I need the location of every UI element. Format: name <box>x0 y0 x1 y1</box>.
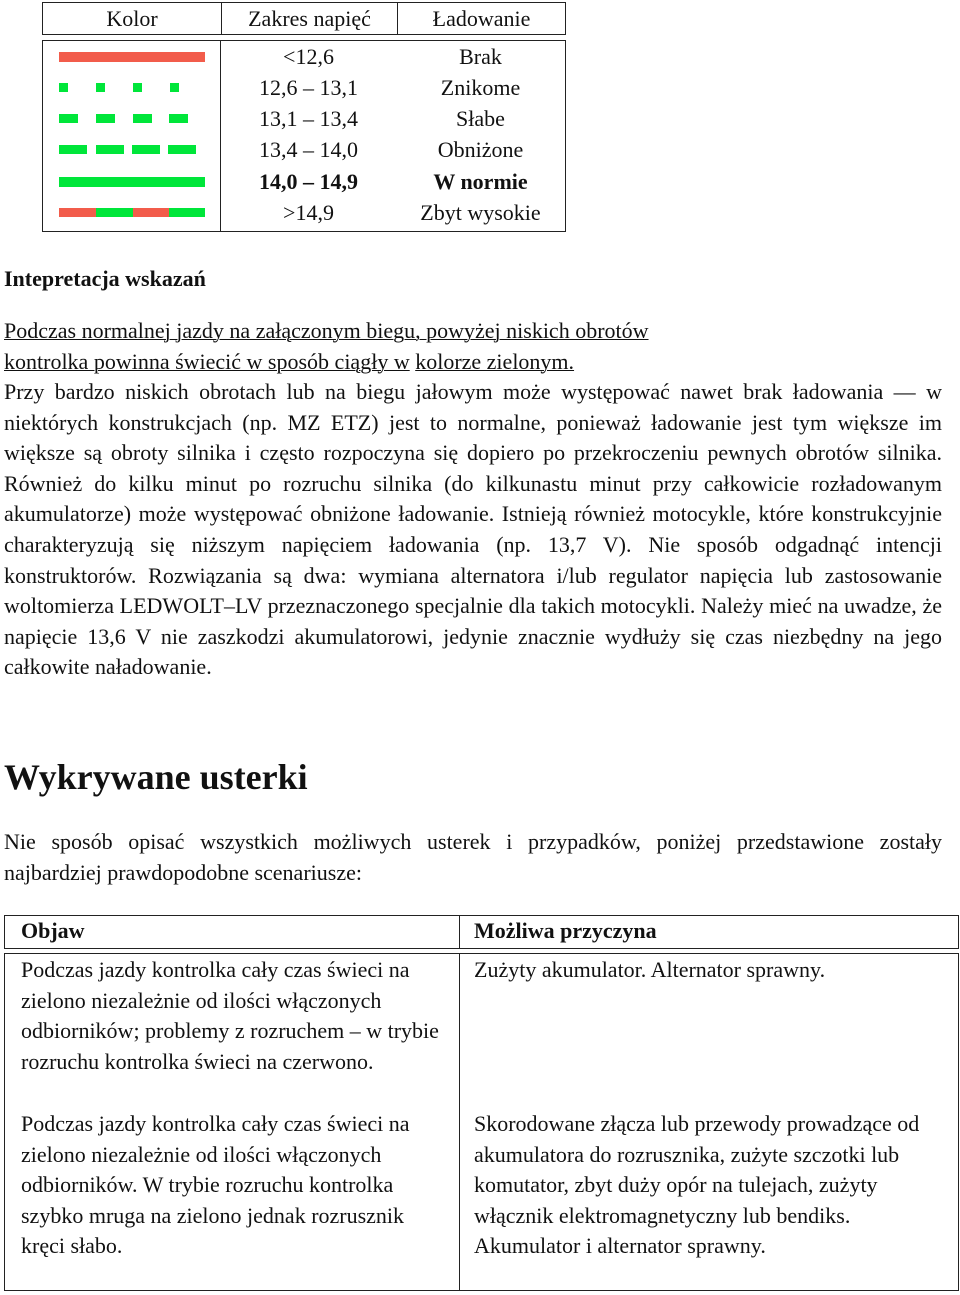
cause-cell: Skorodowane złącza lub przewody prowadzące od akumulatora do rozrusznika, zużyte szczotki lub komutator, zbyt duży opór na tulejach, zużyty włącznik elektromagnetyczny lub bendiks. Akumulator i alternator sprawny. <box>474 1111 920 1259</box>
table-row <box>43 72 565 103</box>
faults-table <box>4 953 959 1291</box>
table-row <box>43 41 565 72</box>
voltage-table <box>42 40 566 232</box>
table-row <box>43 134 565 165</box>
header-symptom: Objaw <box>21 918 85 943</box>
faults-table-header <box>4 915 959 949</box>
symptom-cell: Podczas jazdy kontrolka cały czas świeci na zielono niezależnie od ilości włączonych odbiorników. W trybie rozruchu kontrolka szybko mruga na zielono jednak rozrusznik kręci słabo. <box>21 1111 410 1259</box>
charge-value: Zbyt wysokie <box>420 199 541 225</box>
cause-cell: Zużyty akumulator. Alternator sprawny. <box>474 957 826 982</box>
symptom-cell: Podczas jazdy kontrolka cały czas świeci na zielono niezależnie od ilości włączonych odbiorników; problemy z rozruchem – w trybie rozruchu kontrolka świeci na czerwono. <box>21 957 439 1074</box>
section-subheading: Intepretacja wskazań <box>4 266 206 291</box>
table-row <box>43 197 565 228</box>
range-value: 13,1 – 13,4 <box>259 105 358 131</box>
charge-value: Słabe <box>456 105 505 131</box>
charge-value: Obniżone <box>437 136 524 162</box>
range-value: <12,6 <box>283 43 334 69</box>
solid-red-indicator-icon <box>59 52 205 62</box>
header-charge: Ładowanie <box>432 5 531 31</box>
range-value: 13,4 – 14,0 <box>259 136 358 162</box>
range-value: 12,6 – 13,1 <box>259 74 358 100</box>
green-light-note <box>4 316 942 377</box>
table-row <box>43 166 565 197</box>
green-color-link[interactable]: kolorze zielonym. <box>415 348 575 374</box>
header-color: Kolor <box>43 3 222 34</box>
page-heading: Wykrywane usterki <box>4 757 308 797</box>
charge-value: Znikome <box>440 74 521 100</box>
faults-intro: Nie sposób opisać wszystkich możliwych usterek i przypadków, poniżej przedstawione zostały najbardziej prawdopodobne scenariusze: <box>4 829 942 885</box>
charge-value: W normie <box>433 168 528 194</box>
header-cause: Możliwa przyczyna <box>474 918 657 943</box>
table-row <box>43 103 565 134</box>
solid-green-indicator-icon <box>59 177 205 187</box>
range-value: >14,9 <box>283 199 334 225</box>
intro-link-line-2[interactable]: kontrolka powinna świecić w sposób ciągły w <box>4 348 410 374</box>
charge-value: Brak <box>459 43 502 69</box>
range-value: 14,0 – 14,9 <box>259 168 358 194</box>
header-range: Zakres napięć <box>222 3 398 34</box>
interpretation-paragraph: Przy bardzo niskich obrotach lub na biegu jałowym może występować nawet brak ładowania — w niektórych konstrukcjach (np. MZ ETZ) jest to normalne, ponieważ ładowanie jest tym większe im większe są obroty silnika i często rozpoczyna się dopiero po przekroczeniu pewnych obrotów silnika. Również do kilku minut po rozruchu silnika (do kilkunastu minut przy całkowicie rozładowanym akumulatorze) może występować obniżone ładowanie. Istnieją również motocykle, które konstrukcyjnie charakteryzują się niższym napięciem ładowania (np. 13,7 V). Nie sposób odgadnąć intencji konstruktorów. Rozwiązania są dwa: wymiana alternatora i/lub regulator napięcia lub zastosowanie woltomierza LEDWOLT–LV przeznaczonego specjalnie dla takich motocykli. Należy mieć na uwadze, że napięcie 13,6 V nie zaszkodzi akumulatorowi, jedynie znacznie wydłuży się czas niezbędny na jego całkowite naładowanie. <box>4 379 942 680</box>
intro-link-line-1[interactable]: Podczas normalnej jazdy na załączonym biegu, powyżej niskich obrotów <box>4 318 649 343</box>
voltage-table-header <box>42 2 566 35</box>
